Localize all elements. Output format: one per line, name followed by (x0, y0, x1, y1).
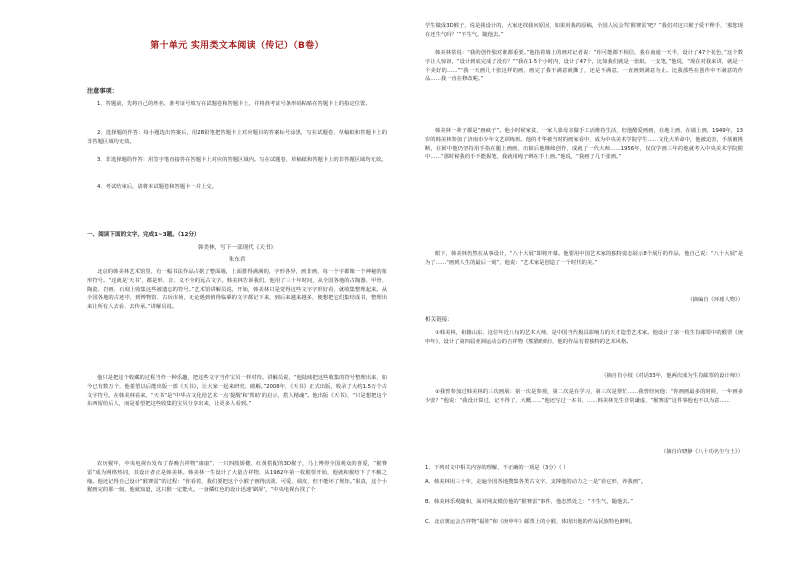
note-item: 4．考试结束后，请将本试题卷和答题卡一并上交。 (97, 184, 217, 190)
article-paragraph: 北京的韩美林艺术馆里，有一幅书法作品占据了整面墙，上面排得满满的，字形各异，画非画，每一个字都像一个神秘的象形符号。“这就是‘天书’，都是形、音、义不全的远古文字。韩美林告诉我们，他用了三十年时间，从全国各地的古陶器、甲骨、陶瓷、岩画、石刻上收集这些被遗忘的符号。”艺术馆讲解员说，开始，韩美林只是觉得这些文字字形好看，就收集整理起来。从全国各地的古迹中，到博物馆、古玩市场，无论遇到值得临摹的文字都记下来，到后来越来越多，便想把它们集结成书，整理出来让所有人去看、去传承。”讲解员说。 (87, 269, 387, 311)
article-paragraph: 学生做成3D猴子，说是我设计的，大家还找我问原因，如果用我的原稿，全国人民会骂‘猴赛雷’吧？”我们对这只猴子爱不释手，‘那您现在还生气吗？’“不生气，随他去。” (425, 23, 743, 38)
article-paragraph: 农历猴年，中央电视台发布了春晚吉祥物“康康”，一只四肢矫健、红黄搭配的3D猴子，马上博得全国观众的喜爱，“猴赛雷”成为网络热词，其设计者正是韩美林。韩美林一生设计了大量吉祥物，从1982年第一枚猴票开始，他就和猴结下了不解之缘。他还记得自己设计“猴赛雷”的过程：“你看着，我们要把这个小猴子画得活泼、可爱、调皮，但不能坏了规矩。”果真，这个小猴画完的那一刻，他就知道，这只猴一定能火。一身橘红色的设计迅速‘刷屏’，“中央电视台找了个 (87, 461, 387, 494)
question-stem: 1．下列对文中相关内容的理解，不正确的一项是（3分）（ ） (425, 465, 569, 471)
notes-heading: 注意事项： (87, 88, 118, 95)
related-links-heading: 相关链接： (425, 317, 453, 323)
article-paragraph: 韩美林一辈子都是“画疯子”。他小时候家贫，一家人靠母亲做手工活维持生活，但他酷爱画画，在地上画、在墙上画，1949年，13岁的韩美林参加了济南市少年文艺训练班。他的才华被当时的画家看中，成为中央美术学院学生……文化大革命中，他被迫害，手筋被挑断，在狱中他仍坚持用手指在腿上画画，出狱后他继续创作，成就了一代大师……1956年，仅仅学画三年的他就考入中央美术学院附中……“那时候我的手不能握笔，我就用绳子绑在手上画。”他说，“我画了几千张画。” (425, 128, 743, 161)
source-citation: （摘自肖小枝《对话33年，他两次成为生肖邮票的设计师》） (601, 373, 743, 379)
related-link-item: ②我曾参加过韩美林的三次画展：第一次是参观，第二次是在学习，第三次是帮忙……我曾经问他：“你画画最多的时候，一年画多少张？”他说：“我没计算过，记不得了，大概……”他还写过一本书，……韩美林先生非常谦虚、“猴赛雷”这件事他也不以为意…… (425, 389, 743, 404)
note-item: 1．答题前，先将自己的姓名、准考证号填写在试题卷和答题卡上，并将准考证号条形码粘贴在答题卡上的指定位置。 (97, 101, 371, 107)
article-paragraph: 眼下，韩美林仍然在从事设计，“八十大展”即将开幕。他要用中国艺术家的独特姿态展示8个展厅的作品，他自己说：“八十大展”是为了……“画到人生的最后一刻”，他说：“艺术家是创造了一个时代的美。” (425, 251, 743, 266)
source-citation: （摘编自《环球人物》） (687, 297, 743, 303)
note-item: 3．非选择题的作答：用签字笔直接答在答题卡上对应的答题区域内。写在试题卷、草稿纸和答题卡上的非答题区域均无效。 (97, 157, 387, 163)
right-column (425, 0, 743, 562)
article-paragraph: 他只是把这个收藏的过程当作一种乐趣，把这些文字当作宝贝一样对待。讲解员说，“他陆续把这些收集的符号整理出来，如今已有数万个，他希望以后能出版一部《天书》，让大家一起来研究、破解。”2008年，《天书》正式出版，收录了大约1.5万个古文字符号。在韩美林看来，“天书”是“中华古文化给艺术一点‘提醒’和‘帮助’的启示，搭人精魂”。他出版《天书》，“只是想把这个东西留给后人，而是希望把这些收集的宝贝分享出来，让更多人看到。” (87, 375, 387, 408)
section-heading: 一、阅读下面的文字，完成1~3题。（12分） (87, 232, 200, 238)
answer-option-a: A．韩美林用三十年，走遍全国各地搜集各类古文字，支撑他的动力之一是“看它形，养我画”。 (425, 479, 646, 485)
page-title: 第十单元 实用类文本阅读（传记）（B卷） (150, 41, 324, 51)
left-column (87, 0, 387, 562)
related-link-item: ①韩美林，祖籍山东，这位年近八旬的艺术大师，是中国当代极具影响力的天才造型艺术家。他设计了第一枚生肖邮票中的猴票《庚申年》，设计了第四届亚洲运动会的吉祥物《熊猫盼盼》，他的作品有着独特的艺术风格。 (425, 330, 743, 345)
article-author: 朱东君 (228, 257, 246, 263)
answer-option-b: B．韩美林乐观随和，面对网友模仿他的“猴赛雷”事件，他态然处之：“不生气，随他去。” (425, 499, 633, 505)
source-citation: （摘自许晓静《八十功名尘与土》） (660, 449, 743, 455)
article-paragraph: 韩美林常说：“我的创作独对谁都重要。”他指着墙上的画对记者说：“你可能都不相信，我在南通一天半，设计了47个花色，”这个数字让人惊讶，“设计到底完成了没有？”“我在1·5个小时内，设计了47个，比如我们就是一张纸、一支笔，”他说，“现在对我来讲，就是一个美好的……”“我一天画几十张这样的画，画完了我不满意就撕了，还是不满意，一直画到满意为止。比我那些在创作中不满意的作品……我一直在修改呢。” (425, 50, 743, 83)
answer-option-c: C．北京奥运会吉祥物“福娃”和《庚申年》邮票上的小猴，体现出他的作品民族特色鲜明。 (425, 519, 636, 525)
article-title: 韩美林，写下一部现代《天书》 (197, 245, 277, 251)
note-item: 2．选择题的作答：每小题选出答案后，用2B铅笔把答题卡上对应题目的答案标号涂黑，写在试题卷、草稿纸和答题卡上的非答题区域均无效。 (87, 130, 387, 145)
